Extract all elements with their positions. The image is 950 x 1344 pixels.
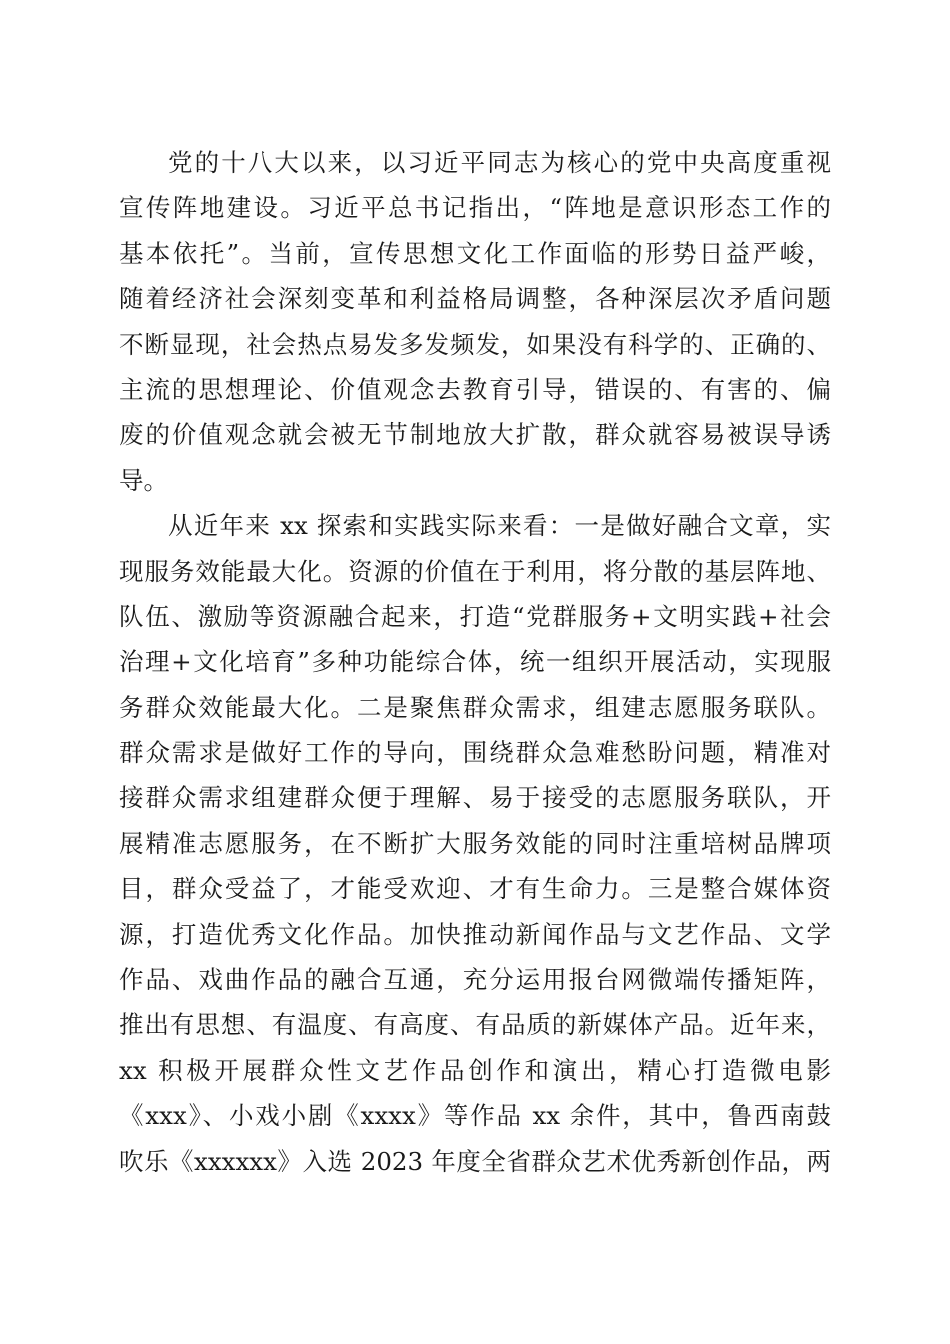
text-line: 推出有思想、有温度、有高度、有品质的新媒体产品。近年来， [119, 1010, 831, 1040]
text-line: 党的十八大以来，以习近平同志为核心的党中央高度重视 [168, 148, 831, 177]
text-line: 导。 [119, 465, 168, 495]
text-line: 作品、戏曲作品的融合互通，充分运用报台网微端传播矩阵， [119, 965, 831, 995]
text-line: xx 积极开展群众性文艺作品创作和演出，精心打造微电影 [119, 1055, 831, 1085]
text-line: 废的价值观念就会被无节制地放大扩散，群众就容易被误导诱 [119, 420, 831, 450]
text-line: 随着经济社会深刻变革和利益格局调整，各种深层次矛盾问题 [119, 284, 831, 314]
text-line: 群众需求是做好工作的导向，围绕群众急难愁盼问题，精准对 [119, 738, 831, 768]
paragraph-1 [119, 140, 831, 503]
paragraph-2 [119, 503, 831, 1184]
text-line: 务群众效能最大化。二是聚焦群众需求，组建志愿服务联队。 [119, 692, 831, 722]
text-line: 接群众需求组建群众便于理解、易于接受的志愿服务联队，开 [119, 783, 831, 813]
text-line: 吹乐《xxxxxx》入选 2023 年度全省群众艺术优秀新创作品，两 [119, 1146, 831, 1176]
text-line: 展精准志愿服务，在不断扩大服务效能的同时注重培树品牌项 [119, 828, 831, 858]
text-line: 宣传阵地建设。习近平总书记指出，“阵地是意识形态工作的 [119, 193, 831, 223]
text-line: 队伍、激励等资源融合起来，打造“党群服务+文明实践+社会 [119, 601, 831, 631]
text-line: 治理+文化培育”多种功能综合体，统一组织开展活动，实现服 [119, 647, 831, 677]
document-body [119, 140, 831, 1184]
text-line: 现服务效能最大化。资源的价值在于利用，将分散的基层阵地、 [119, 556, 831, 586]
text-line: 从近年来 xx 探索和实践实际来看：一是做好融合文章，实 [168, 511, 831, 541]
text-line: 《xxx》、小戏小剧《xxxx》等作品 xx 余件，其中，鲁西南鼓 [119, 1101, 831, 1131]
text-line: 目，群众受益了，才能受欢迎、才有生命力。三是整合媒体资 [119, 874, 831, 904]
text-line: 源，打造优秀文化作品。加快推动新闻作品与文艺作品、文学 [119, 919, 831, 949]
text-line: 主流的思想理论、价值观念去教育引导，错误的、有害的、偏 [119, 374, 831, 404]
text-line: 基本依托”。当前，宣传思想文化工作面临的形势日益严峻， [119, 238, 831, 268]
text-line: 不断显现，社会热点易发多发频发，如果没有科学的、正确的、 [119, 329, 831, 359]
